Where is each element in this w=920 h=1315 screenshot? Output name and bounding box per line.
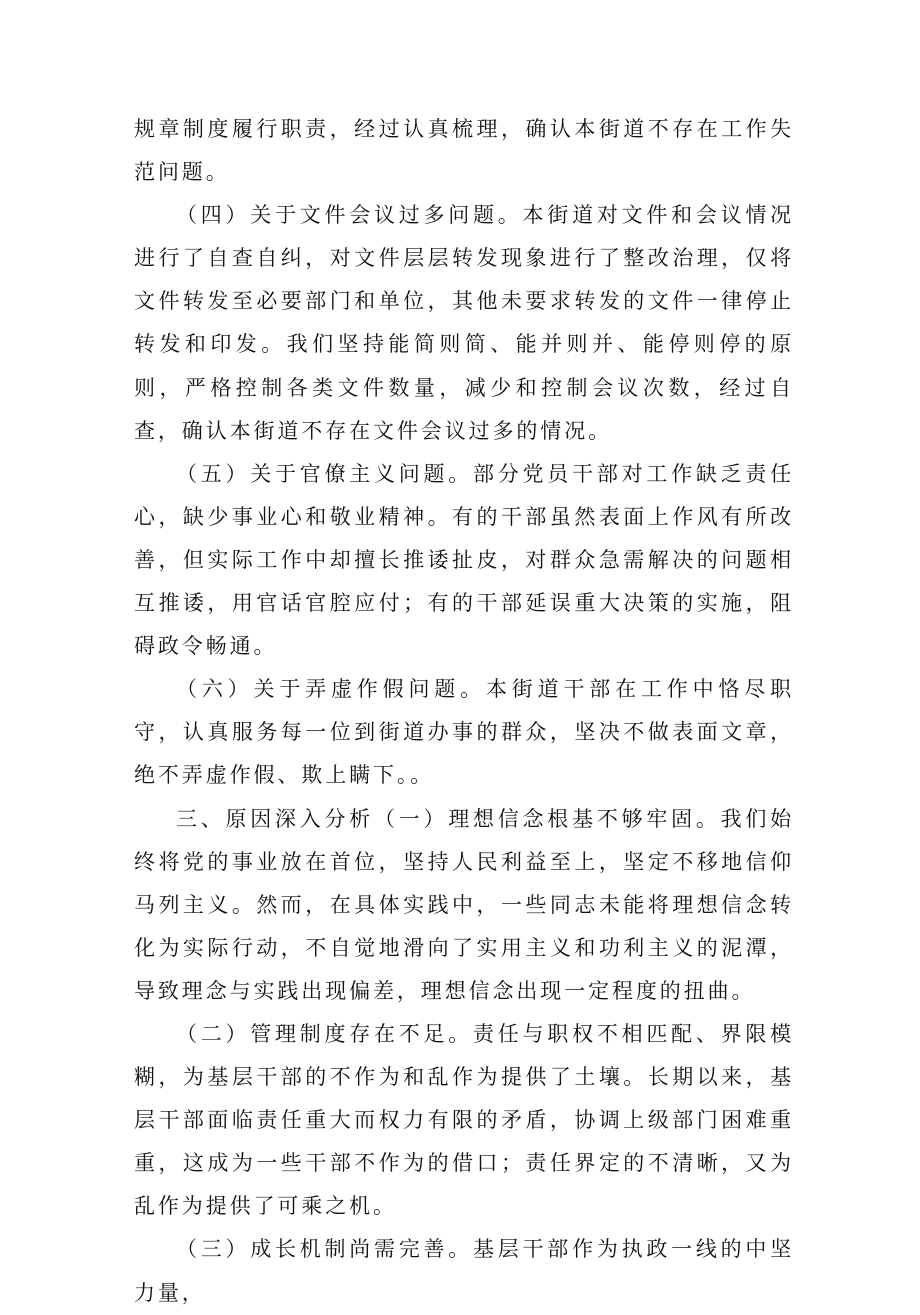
paragraph-section-6: （六）关于弄虚作假问题。本街道干部在工作中恪尽职守，认真服务每一位到街道办事的群众，坚决不做表面文章，绝不弄虚作假、欺上瞒下。。 [134, 677, 794, 788]
paragraph-cause-analysis-2: （二）管理制度存在不足。责任与职权不相匹配、界限模糊，为基层干部的不作为和乱作为提供了土壤。长期以来，基层干部面临责任重大而权力有限的矛盾，协调上级部门困难重重，这成为一些干部不作为的借口；责任界定的不清晰，又为乱作为提供了可乘之机。 [134, 1021, 794, 1219]
document-body [134, 108, 794, 1315]
paragraph-continuation: 规章制度履行职责，经过认真梳理，确认本街道不存在工作失范问题。 [134, 117, 794, 185]
paragraph-cause-analysis-1: 三、原因深入分析（一）理想信念根基不够牢固。我们始终将党的事业放在首位，坚持人民利益至上，坚定不移地信仰马列主义。然而，在具体实践中，一些同志未能将理想信念转化为实际行动，不自觉地滑向了实用主义和功利主义的泥潭，导致理念与实践出现偏差，理想信念出现一定程度的扭曲。 [134, 806, 794, 1003]
paragraph-cause-analysis-3: （三）成长机制尚需完善。基层干部作为执政一线的中坚力量， [134, 1237, 794, 1305]
paragraph-section-4: （四）关于文件会议过多问题。本街道对文件和会议情况进行了自查自纠，对文件层层转发现象进行了整改治理，仅将文件转发至必要部门和单位，其他未要求转发的文件一律停止转发和印发。我们坚持能简则简、能并则并、能停则停的原则，严格控制各类文件数量，减少和控制会议次数，经过自查，确认本街道不存在文件会议过多的情况。 [134, 203, 794, 443]
paragraph-section-5: （五）关于官僚主义问题。部分党员干部对工作缺乏责任心，缺少事业心和敬业精神。有的干部虽然表面上作风有所改善，但实际工作中却擅长推诿扯皮，对群众急需解决的问题相互推诿，用官话官腔应付；有的干部延误重大决策的实施，阻碍政令畅通。 [134, 461, 794, 659]
